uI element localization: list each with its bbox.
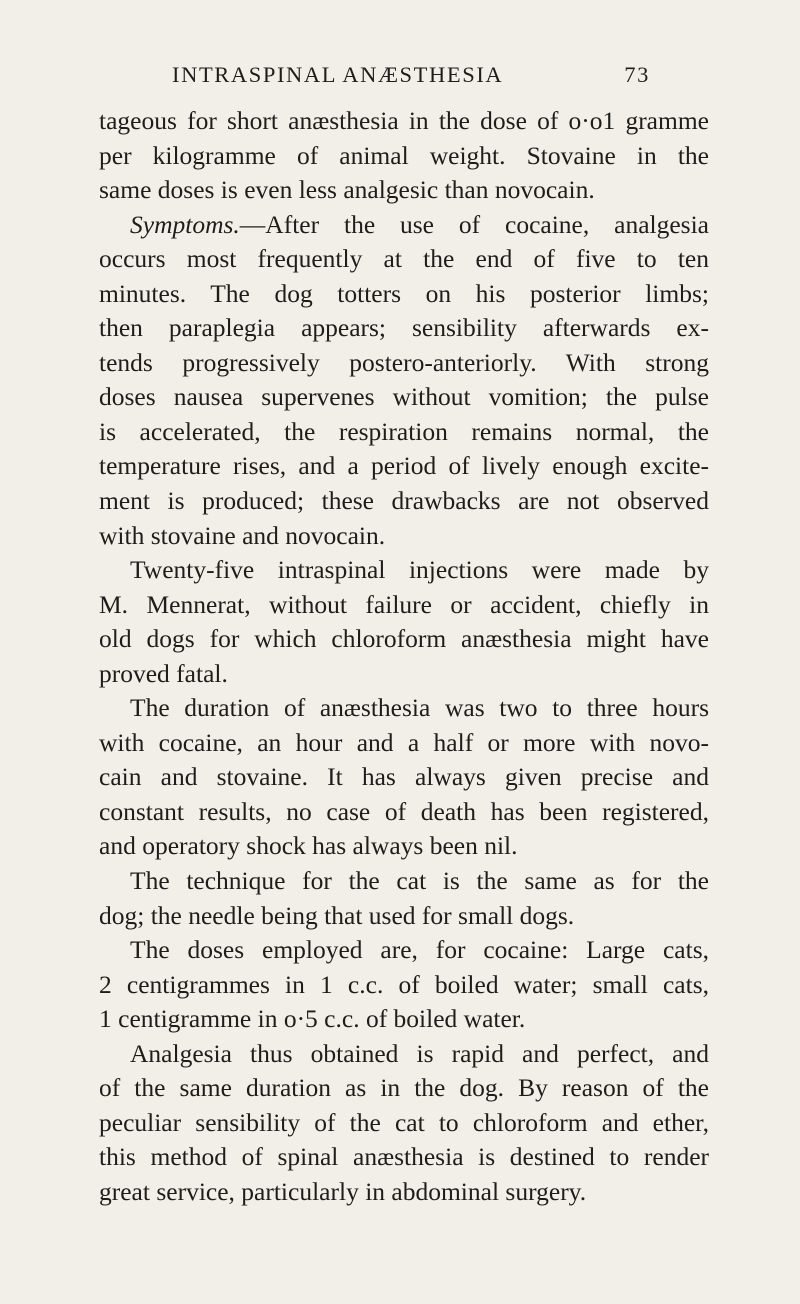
text-line: 2 centigrammes in 1 c.c. of boiled water; small cats, (99, 969, 709, 999)
running-header (172, 62, 650, 94)
text-line: dog; the needle being that used for small dogs. (99, 900, 575, 930)
text-line: same doses is even less analgesic than novocain. (99, 175, 595, 205)
text-line: doses nausea supervenes without vomition; the pulse (99, 382, 709, 412)
text-line: per kilogramme of animal weight. Stovaine in the (99, 140, 709, 170)
text-line: then paraplegia appears; sensibility afterwards ex- (99, 313, 709, 343)
text-line: M. Mennerat, without failure or accident, chiefly in (99, 589, 709, 619)
text-line: temperature rises, and a period of lively enough excite- (99, 451, 709, 481)
text-line: of the same duration as in the dog. By reason of the (99, 1073, 709, 1103)
text-line: proved fatal. (99, 658, 228, 688)
page-number: 73 (624, 62, 650, 87)
text-line: 1 centigramme in o·5 c.c. of boiled water. (99, 1004, 526, 1034)
text-line: cain and stovaine. It has always given precise and (99, 762, 709, 792)
text-line: Twenty-five intraspinal injections were made by (130, 555, 709, 585)
text-line: constant results, no case of death has been registered, (99, 796, 709, 826)
text-line: Analgesia thus obtained is rapid and perfect, and (130, 1038, 709, 1068)
text-line: with cocaine, an hour and a half or more with novo- (99, 727, 709, 757)
text-line: great service, particularly in abdominal surgery. (99, 1176, 587, 1206)
running-title: INTRASPINAL ANÆSTHESIA (172, 62, 504, 87)
text-line: tageous for short anæsthesia in the dose of o·o1 gramme (99, 106, 709, 135)
text-line: with stovaine and novocain. (99, 520, 386, 550)
text-line (99, 208, 709, 243)
text-line: and operatory shock has always been nil. (99, 831, 518, 861)
text-fragment: —After the use of cocaine, analgesia (239, 209, 709, 239)
text-line: occurs most frequently at the end of five to ten (99, 244, 709, 274)
text-line: tends progressively postero-anteriorly. With strong (99, 347, 709, 377)
text-line: The duration of anæsthesia was two to three hours (130, 693, 709, 723)
body-text (99, 104, 709, 1210)
text-line: The doses employed are, for cocaine: Large cats, (130, 935, 709, 965)
text-line: minutes. The dog totters on his posterior limbs; (99, 278, 709, 308)
text-line: old dogs for which chloroform anæsthesia might have (99, 624, 709, 654)
text-line: peculiar sensibility of the cat to chloroform and ether, (99, 1107, 709, 1137)
section-heading: Symptoms. (130, 209, 240, 239)
text-line: ment is produced; these drawbacks are not observed (99, 486, 709, 516)
text-line: is accelerated, the respiration remains normal, the (99, 416, 709, 446)
text-line: The technique for the cat is the same as for the (130, 866, 709, 896)
text-line: this method of spinal anæsthesia is destined to render (99, 1142, 709, 1172)
